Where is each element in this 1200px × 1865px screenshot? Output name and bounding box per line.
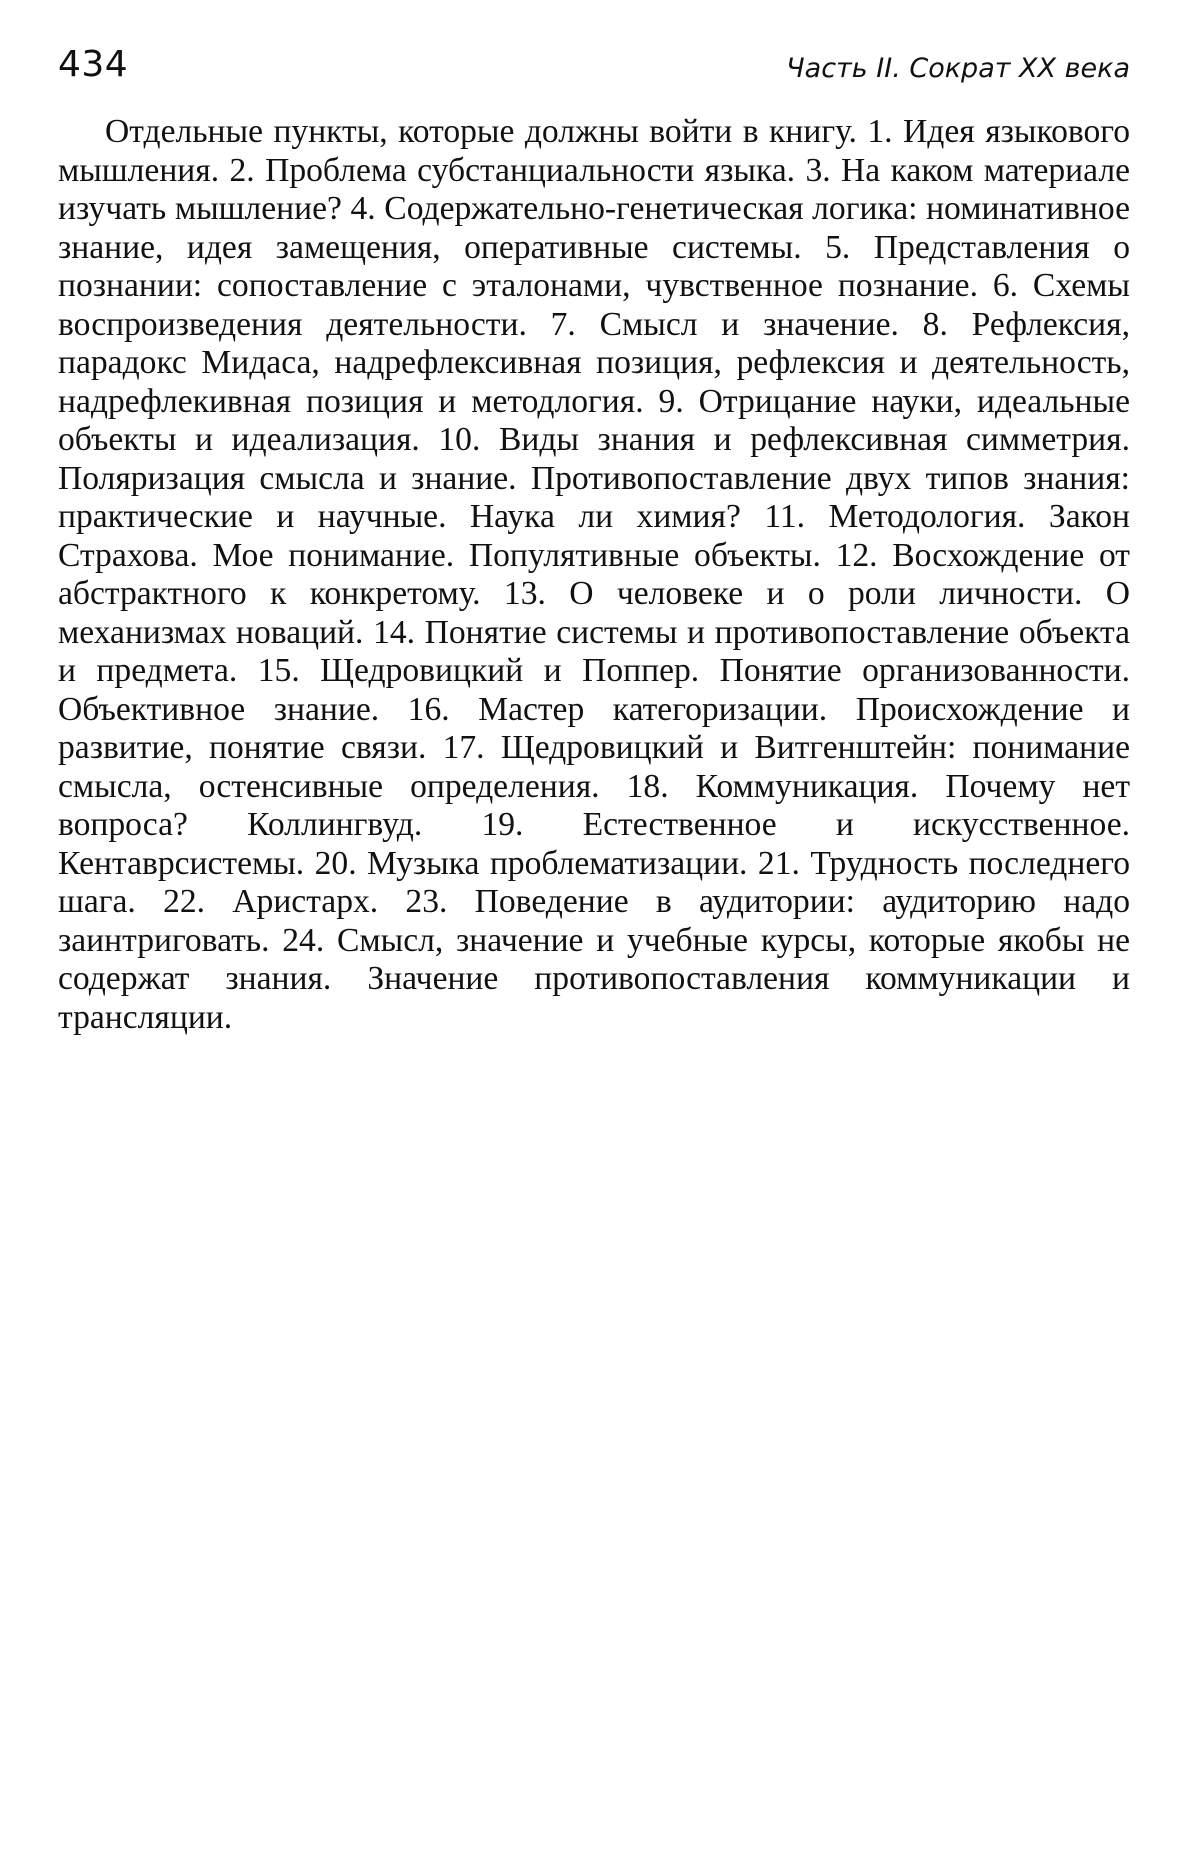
running-title: Часть II. Сократ XX века: [786, 53, 1130, 84]
page-number: 434: [58, 44, 129, 85]
page-header: [58, 40, 1130, 90]
body-paragraph: Отдельные пункты, которые должны войти в книгу. 1. Идея языкового мышления. 2. Проблема субстанциальности языка. 3. На каком материале изучать мышление? 4. Содержательно-генетическая логика: номинативное знание, идея замещения, оперативные системы. 5. Представления о познании: сопоставление с эталонами, чувственное познание. 6. Схемы воспроизведения деятельности. 7. Смысл и значение. 8. Рефлексия, парадокс Мидаса, надрефлексивная позиция, рефлексия и деятельность, надрефлекивная позиция и методлогия. 9. Отрицание науки, идеальные объекты и идеализация. 10. Виды знания и рефлексивная симметрия. Поляризация смысла и знание. Противопоставление двух типов знания: практические и научные. Наука ли химия? 11. Методология. Закон Страхова. Мое понимание. Популятивные объекты. 12. Восхождение от абстрактного к конкретому. 13. О человеке и о роли личности. О механизмах новаций. 14. Понятие системы и противопоставление объекта и предмета. 15. Щедровицкий и Поппер. Понятие организованности. Объективное знание. 16. Мастер категоризации. Происхождение и развитие, понятие связи. 17. Щедровицкий и Витгенштейн: понимание смысла, остенсивные определения. 18. Коммуникация. Почему нет вопроса? Коллингвуд. 19. Естественное и искусственное. Кентаврсистемы. 20. Музыка проблематизации. 21. Трудность последнего шага. 22. Аристарх. 23. Поведение в аудитории: аудиторию надо заинтриговать. 24. Смысл, значение и учебные курсы, которые якобы не содержат знания. Значение противопоставления коммуникации и трансляции.: [58, 113, 1130, 1036]
